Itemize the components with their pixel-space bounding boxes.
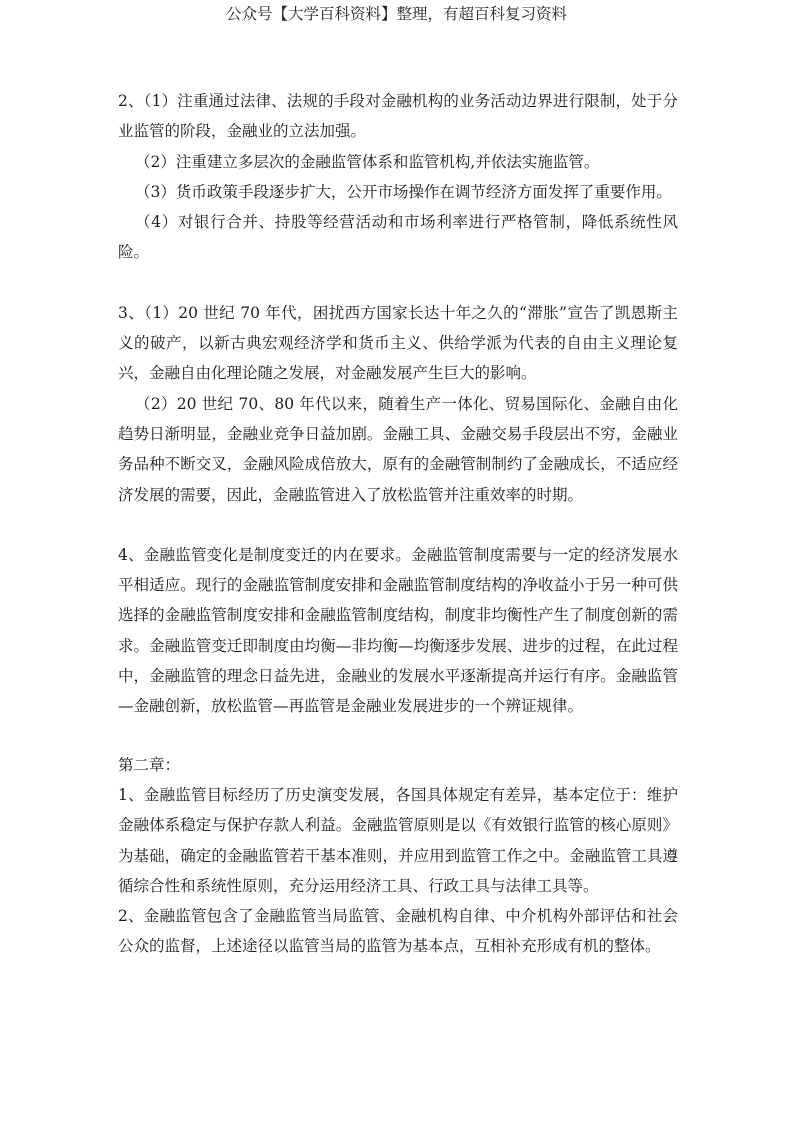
paragraph: 1、金融监管目标经历了历史演变发展，各国具体规定有差异，基本定位于：维护金融体系稳定与保护存款人利益。金融监管原则是以《有效银行监管的核心原则》为基础，确定的金融监管若干基本准则，并应用到监管工作之中。金融监管工具遵循综合性和系统性原则，充分运用经济工具、行政工具与法律工具等。 xyxy=(118,785,678,895)
chapter-heading: 第二章： xyxy=(118,755,181,774)
spacer xyxy=(118,722,678,750)
paragraph: 2、金融监管包含了金融监管当局监管、金融机构自律、中介机构外部评估和社会公众的监督，上述途径以监管当局的监管为基本点，互相补充形成有机的整体。 xyxy=(118,907,678,956)
page-header: 公众号【大学百科资料】整理，有超百科复习资料 xyxy=(225,5,567,23)
paragraph: 2、（1）注重通过法律、法规的手段对金融机构的业务活动边界进行限制，处于分业监管的阶段，金融业的立法加强。 xyxy=(118,92,678,141)
section-3 xyxy=(118,298,678,510)
section-2 xyxy=(118,86,678,268)
spacer xyxy=(118,510,678,540)
document-body xyxy=(118,86,678,962)
paragraph: （4）对银行合并、持股等经营活动和市场利率进行严格管制，降低系统性风险。 xyxy=(118,213,678,262)
paragraph: （3）货币政策手段逐步扩大，公开市场操作在调节经济方面发挥了重要作用。 xyxy=(135,182,672,201)
paragraph: （2）20 世纪 70、80 年代以来，随着生产一体化、贸易国际化、金融自由化趋势日渐明显，金融业竞争日益加剧。金融工具、金融交易手段层出不穷，金融业务品种不断交叉，金融风险成倍放大，原有的金融管制制约了金融成长，不适应经济发展的需要，因此，金融监管进入了放松监管并注重效率的时期。 xyxy=(118,394,678,504)
paragraph: 4、金融监管变化是制度变迁的内在要求。金融监管制度需要与一定的经济发展水平相适应。现行的金融监管制度安排和金融监管制度结构的净收益小于另一种可供选择的金融监管制度安排和金融监管制度结构，制度非均衡性产生了制度创新的需求。金融监管变迁即制度由均衡—非均衡—均衡逐步发展、进步的过程，在此过程中，金融监管的理念日益先进，金融业的发展水平逐渐提高并运行有序。金融监管—金融创新，放松监管—再监管是金融业发展进步的一个辨证规律。 xyxy=(118,545,678,716)
chapter-2 xyxy=(118,750,678,962)
section-4 xyxy=(118,540,678,722)
spacer xyxy=(118,268,678,298)
paragraph: 3、（1）20 世纪 70 年代，困扰西方国家长达十年之久的“滞胀”宣告了凯恩斯主义的破产，以新古典宏观经济学和货币主义、供给学派为代表的自由主义理论复兴，金融自由化理论随之发展，对金融发展产生巨大的影响。 xyxy=(118,303,678,383)
paragraph: （2）注重建立多层次的金融监管体系和监管机构,并依法实施监管。 xyxy=(135,152,600,171)
